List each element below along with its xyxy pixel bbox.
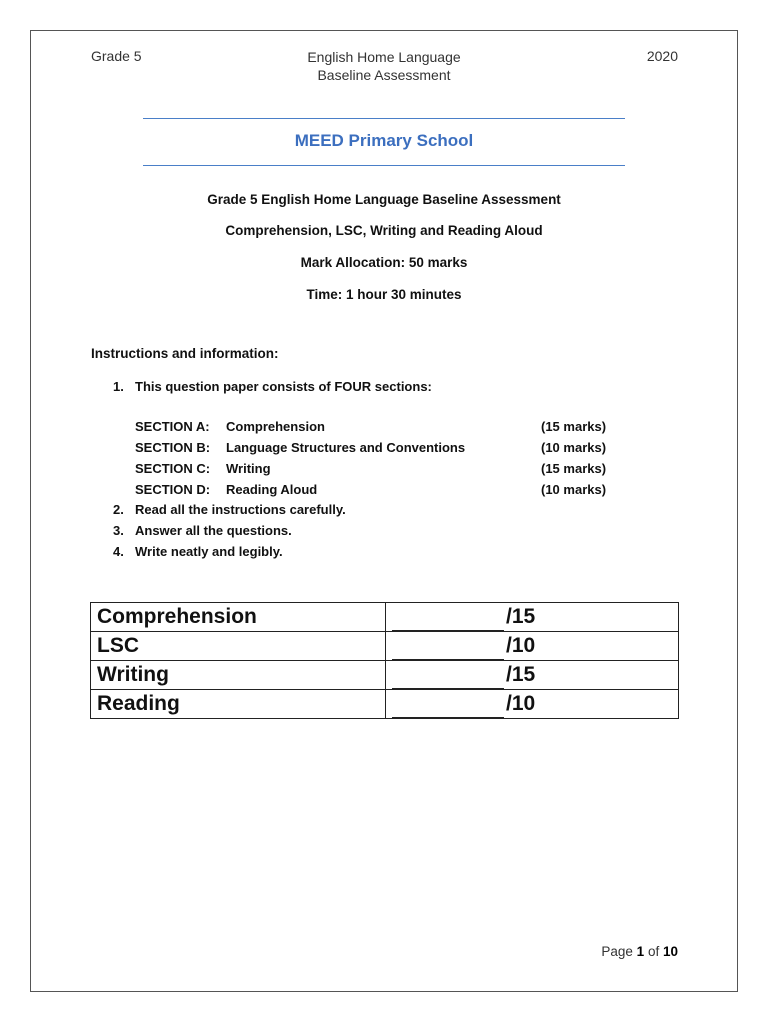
table-row [91, 632, 679, 661]
score-total: /15 [506, 605, 536, 628]
score-total: /15 [506, 663, 536, 686]
table-row [91, 690, 679, 719]
score-table [90, 602, 679, 719]
page-number [560, 944, 678, 959]
header-year: 2020 [646, 48, 678, 64]
assessment-components: Comprehension, LSC, Writing and Reading Aloud [225, 223, 543, 238]
header-subject [234, 48, 534, 84]
score-cell [386, 632, 679, 661]
section-marks: (10 marks) [541, 482, 607, 497]
score-cell [386, 690, 679, 719]
section-marks: (15 marks) [541, 419, 607, 434]
page-of: of [647, 944, 660, 959]
table-row [91, 661, 679, 690]
section-marks: (10 marks) [541, 440, 607, 455]
section-name: Reading Aloud [226, 482, 318, 497]
score-category: Writing [91, 661, 386, 690]
score-category: Comprehension [91, 603, 386, 632]
score-blank[interactable] [392, 699, 504, 718]
section-label: SECTION B: [135, 440, 211, 455]
score-blank[interactable] [392, 612, 504, 631]
section-label: SECTION D: [135, 482, 211, 497]
total-pages: 10 [662, 944, 678, 959]
instruction-item: This question paper consists of FOUR sections: [135, 379, 432, 394]
table-row [91, 603, 679, 632]
instructions-heading: Instructions and information: [91, 346, 279, 361]
mark-allocation: Mark Allocation: 50 marks [300, 255, 468, 270]
instruction-item: Write neatly and legibly. [135, 544, 283, 559]
score-blank[interactable] [392, 670, 504, 689]
instruction-number: 1. [113, 379, 124, 394]
header-subject-line1: English Home Language [307, 49, 461, 65]
score-category: LSC [91, 632, 386, 661]
header-subject-line2: Baseline Assessment [317, 67, 451, 83]
current-page: 1 [636, 944, 645, 959]
instruction-number: 3. [113, 523, 124, 538]
score-total: /10 [506, 634, 536, 657]
score-cell [386, 661, 679, 690]
school-rule-bottom [143, 165, 625, 166]
instruction-item: Read all the instructions carefully. [135, 502, 346, 517]
section-label: SECTION A: [135, 419, 210, 434]
section-name: Writing [226, 461, 271, 476]
page-prefix: Page [601, 944, 633, 959]
assessment-title: Grade 5 English Home Language Baseline Assessment [207, 192, 561, 207]
instruction-item: Answer all the questions. [135, 523, 292, 538]
section-label: SECTION C: [135, 461, 211, 476]
score-total: /10 [506, 692, 536, 715]
score-blank[interactable] [392, 641, 504, 660]
instruction-number: 2. [113, 502, 124, 517]
instruction-number: 4. [113, 544, 124, 559]
score-cell [386, 603, 679, 632]
score-category: Reading [91, 690, 386, 719]
section-name: Language Structures and Conventions [226, 440, 466, 455]
school-name: MEED Primary School [294, 131, 474, 150]
school-rule-top [143, 118, 625, 119]
section-marks: (15 marks) [541, 461, 607, 476]
time-allowed: Time: 1 hour 30 minutes [306, 287, 462, 302]
section-name: Comprehension [226, 419, 325, 434]
header-grade: Grade 5 [91, 48, 142, 64]
